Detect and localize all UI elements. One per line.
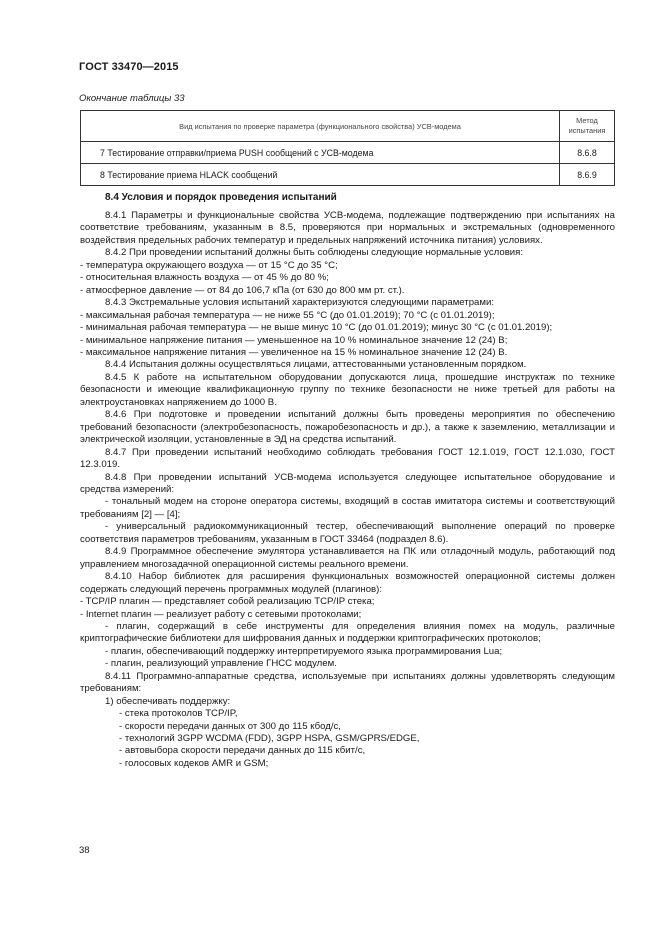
list-item: - минимальное напряжение питания — уменьшенное на 10 % номинальное значение 12 (24) В; [80,334,508,346]
table-cell-method: 8.6.8 [560,142,615,164]
table-row [81,142,615,164]
list-item: - скорости передачи данных от 300 до 115 кбод/с, [119,720,341,732]
list-item: - Internet плагин — реализует работу с сетевыми протоколами; [80,608,362,620]
list-item: - плагин, реализующий управление ГНСС модулем. [105,658,337,670]
paragraph: 8.4.3 Экстремальные условия испытаний характеризуются следующими параметрами: [105,297,494,309]
paragraph: 8.4.10 Набор библиотек для расширения функциональных возможностей операционной системы должен содержать следующий перечень программных модулей (плагинов): [80,571,615,595]
section-body [80,210,615,770]
table-caption: Окончание таблицы 33 [79,93,185,104]
paragraph: 8.4.4 Испытания должны осуществляться лицами, аттестованными установленным порядком. [105,359,527,371]
paragraph: 8.4.5 К работе на испытательном оборудовании допускаются лица, прошедшие инструктаж по технике безопасности и имеющие квалификационную группу по технике безопасности не ниже третьей для работы на электроустановках напряжением до 1000 В. [80,371,615,408]
list-item: - максимальное напряжение питания — увеличенное на 15 % номинальное значение 12 (24) В. [80,346,508,358]
list-item: - плагин, обеспечивающий поддержку интерпретируемого языка программирования Lua; [105,645,503,657]
list-item: - универсальный радиокоммуникационный тестер, обеспечивающий выполнение операций по проверке соответствия параметров требованиям, указанным в ГОСТ 33464 (подраздел 8.6). [80,521,615,545]
list-item: - минимальная рабочая температура — не выше минус 10 °С (до 01.01.2019); минус 30 °С (с 01.01.2019); [80,322,553,334]
column-header-method: Метод испытания [560,111,615,142]
list-item: - максимальная рабочая температура — не ниже 55 °С (до 01.01.2019); 70 °С (с 01.01.2019); [80,309,495,321]
page-number: 38 [79,845,90,856]
list-item: - температура окружающего воздуха — от 15 °С до 35 °С; [80,259,338,271]
table-cell-test: 8 Тестирование приема HLACK сообщений [81,164,560,186]
section-title: 8.4 Условия и порядок проведения испытаний [105,192,337,203]
list-item: 1) обеспечивать поддержку: [105,695,231,707]
table-row [81,164,615,186]
paragraph: 8.4.7 При проведении испытаний необходимо соблюдать требования ГОСТ 12.1.019, ГОСТ 12.1.030, ГОСТ 12.3.019. [80,446,615,471]
paragraph: 8.4.2 При проведении испытаний должны быть соблюдены следующие нормальные условия: [105,247,524,259]
document-code-header: ГОСТ 33470—2015 [79,61,179,73]
list-item: - автовыбора скорости передачи данных до 115 кбит/с, [119,745,366,757]
paragraph: 8.4.1 Параметры и функциональные свойства УСВ-модема, подлежащие подтверждению при испытаниях на соответствие требованиям, указанным в 8.5, проверяются при нормальных и экстремальных (одновременного воздействия предельных рабочих температур и предельных напряжений источника питания) условиях. [80,210,615,246]
list-item: - плагин, содержащий в себе инструменты для определения влияния помех на модуль, различные криптографические библиотеки для шифрования данных и поддержки криптографических протоколов; [80,620,615,645]
table-cell-test: 7 Тестирование отправки/приема PUSH сообщений с УСВ-модема [81,142,560,164]
list-item: - относительная влажность воздуха — от 45 % до 80 %; [80,272,329,284]
test-methods-table [80,110,615,186]
list-item: - технологий 3GPP WCDMA (FDD), 3GPP HSPA, GSM/GPRS/EDGE, [119,733,420,745]
list-item: - голосовых кодеков AMR и GSM; [119,757,269,769]
paragraph: 8.4.8 При проведении испытаний УСВ-модема используется следующее испытательное оборудование и средства измерений: [80,471,615,495]
list-item: - TCP/IP плагин — представляет собой реализацию TCP/IP стека; [80,596,375,608]
paragraph: 8.4.6 При подготовке и проведении испытаний должны быть проведены мероприятия по обеспечению требований безопасности (электробезопасность, пожаробезопасность и др.), а также к заземлению, металлизации и электрической изоляции, установленные в ЭД на средства испытаний. [80,409,615,446]
paragraph: 8.4.11 Программно-аппаратные средства, используемые при испытаниях должны удовлетворять следующим требованиям: [80,670,615,695]
column-header-test-type: Вид испытания по проверке параметра (функционального свойства) УСВ-модема [81,111,560,142]
list-item: - тональный модем на стороне оператора системы, входящий в состав имитатора системы и соответствующий требованиям [2] — [4]; [80,496,615,520]
table-header-row [81,111,615,142]
list-item: - стека протоколов TCP/IP, [119,708,238,720]
table-cell-method: 8.6.9 [560,164,615,186]
list-item: - атмосферное давление — от 84 до 106,7 кПа (от 630 до 800 мм рт. ст.). [80,284,405,296]
paragraph: 8.4.9 Программное обеспечение эмулятора устанавливается на ПК или отладочный модуль, работающий под управлением многозадачной операционной системы реального времени. [80,546,615,570]
